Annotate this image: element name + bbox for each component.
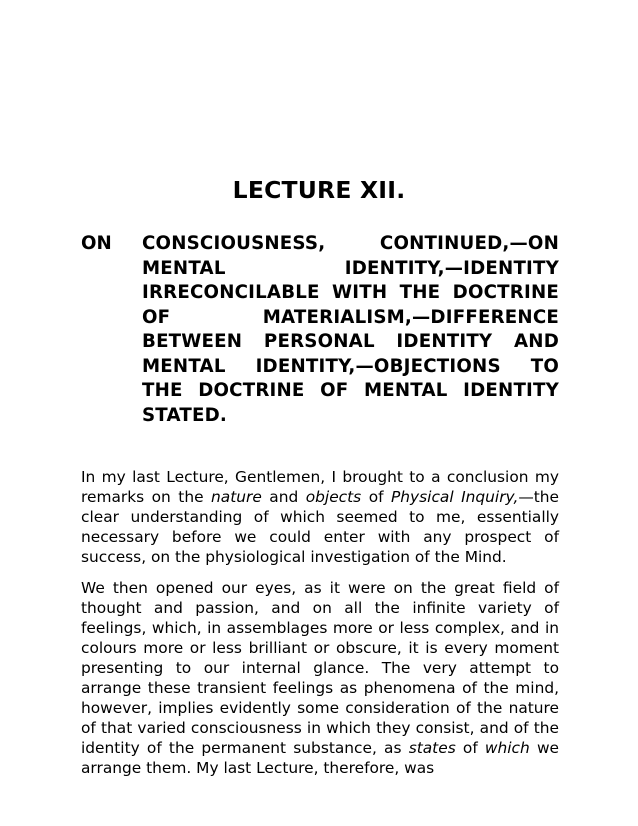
paragraph-1-text: —the clear understanding of which seemed to me, essentially necessary before we could enter with any prospect of success, on the physiological investigation of the Mind. bbox=[81, 488, 559, 566]
paragraph-2-italic-which: which bbox=[484, 739, 530, 757]
summary-lead: ON bbox=[81, 233, 112, 254]
summary-text: CONSCIOUSNESS, CONTINUED,—ON MENTAL IDENTITY,—IDENTITY IRRECONCILABLE WITH THE DOCTRINE OF MATERIALISM,—DIFFERENCE BETWEEN PERSONAL IDENTITY AND MENTAL IDENTITY,—OBJECTIONS TO THE DOCTRINE OF MENTAL IDENTITY STATED. bbox=[142, 233, 559, 426]
paragraph-2-italic-states: states bbox=[408, 739, 456, 757]
lecture-summary bbox=[81, 232, 559, 428]
lecture-title: LECTURE XII. bbox=[232, 176, 406, 204]
paragraph-1-italic-objects: objects bbox=[305, 488, 362, 506]
paragraph-1-text: and bbox=[261, 488, 306, 506]
paragraph-2 bbox=[81, 578, 559, 778]
paragraph-2-text: of bbox=[455, 739, 485, 757]
paragraph-1-text: of bbox=[361, 488, 392, 506]
paragraph-1 bbox=[81, 467, 559, 567]
paragraph-1-italic-physical-inquiry: Physical Inquiry, bbox=[391, 488, 519, 506]
paragraph-2-text: We then opened our eyes, as it were on the great field of thought and passion, and on all the infinite variety of feelings, which, in assemblages more or less complex, and in colours more or less brilliant or obscure, it is every moment presenting to our internal glance. The very attempt to arrange these transient feelings as phenomena of the mind, however, implies evidently some consideration of the nature of that varied consciousness in which they consist, and of the identity of the permanent substance, as bbox=[81, 579, 559, 757]
paragraph-1-text: In my last Lecture, Gentlemen, I brought to a conclusion my remarks on the bbox=[81, 468, 559, 506]
paragraph-1-italic-nature: nature bbox=[211, 488, 262, 506]
paragraph-2-text: we arrange them. My last Lecture, therefore, was bbox=[81, 739, 560, 777]
